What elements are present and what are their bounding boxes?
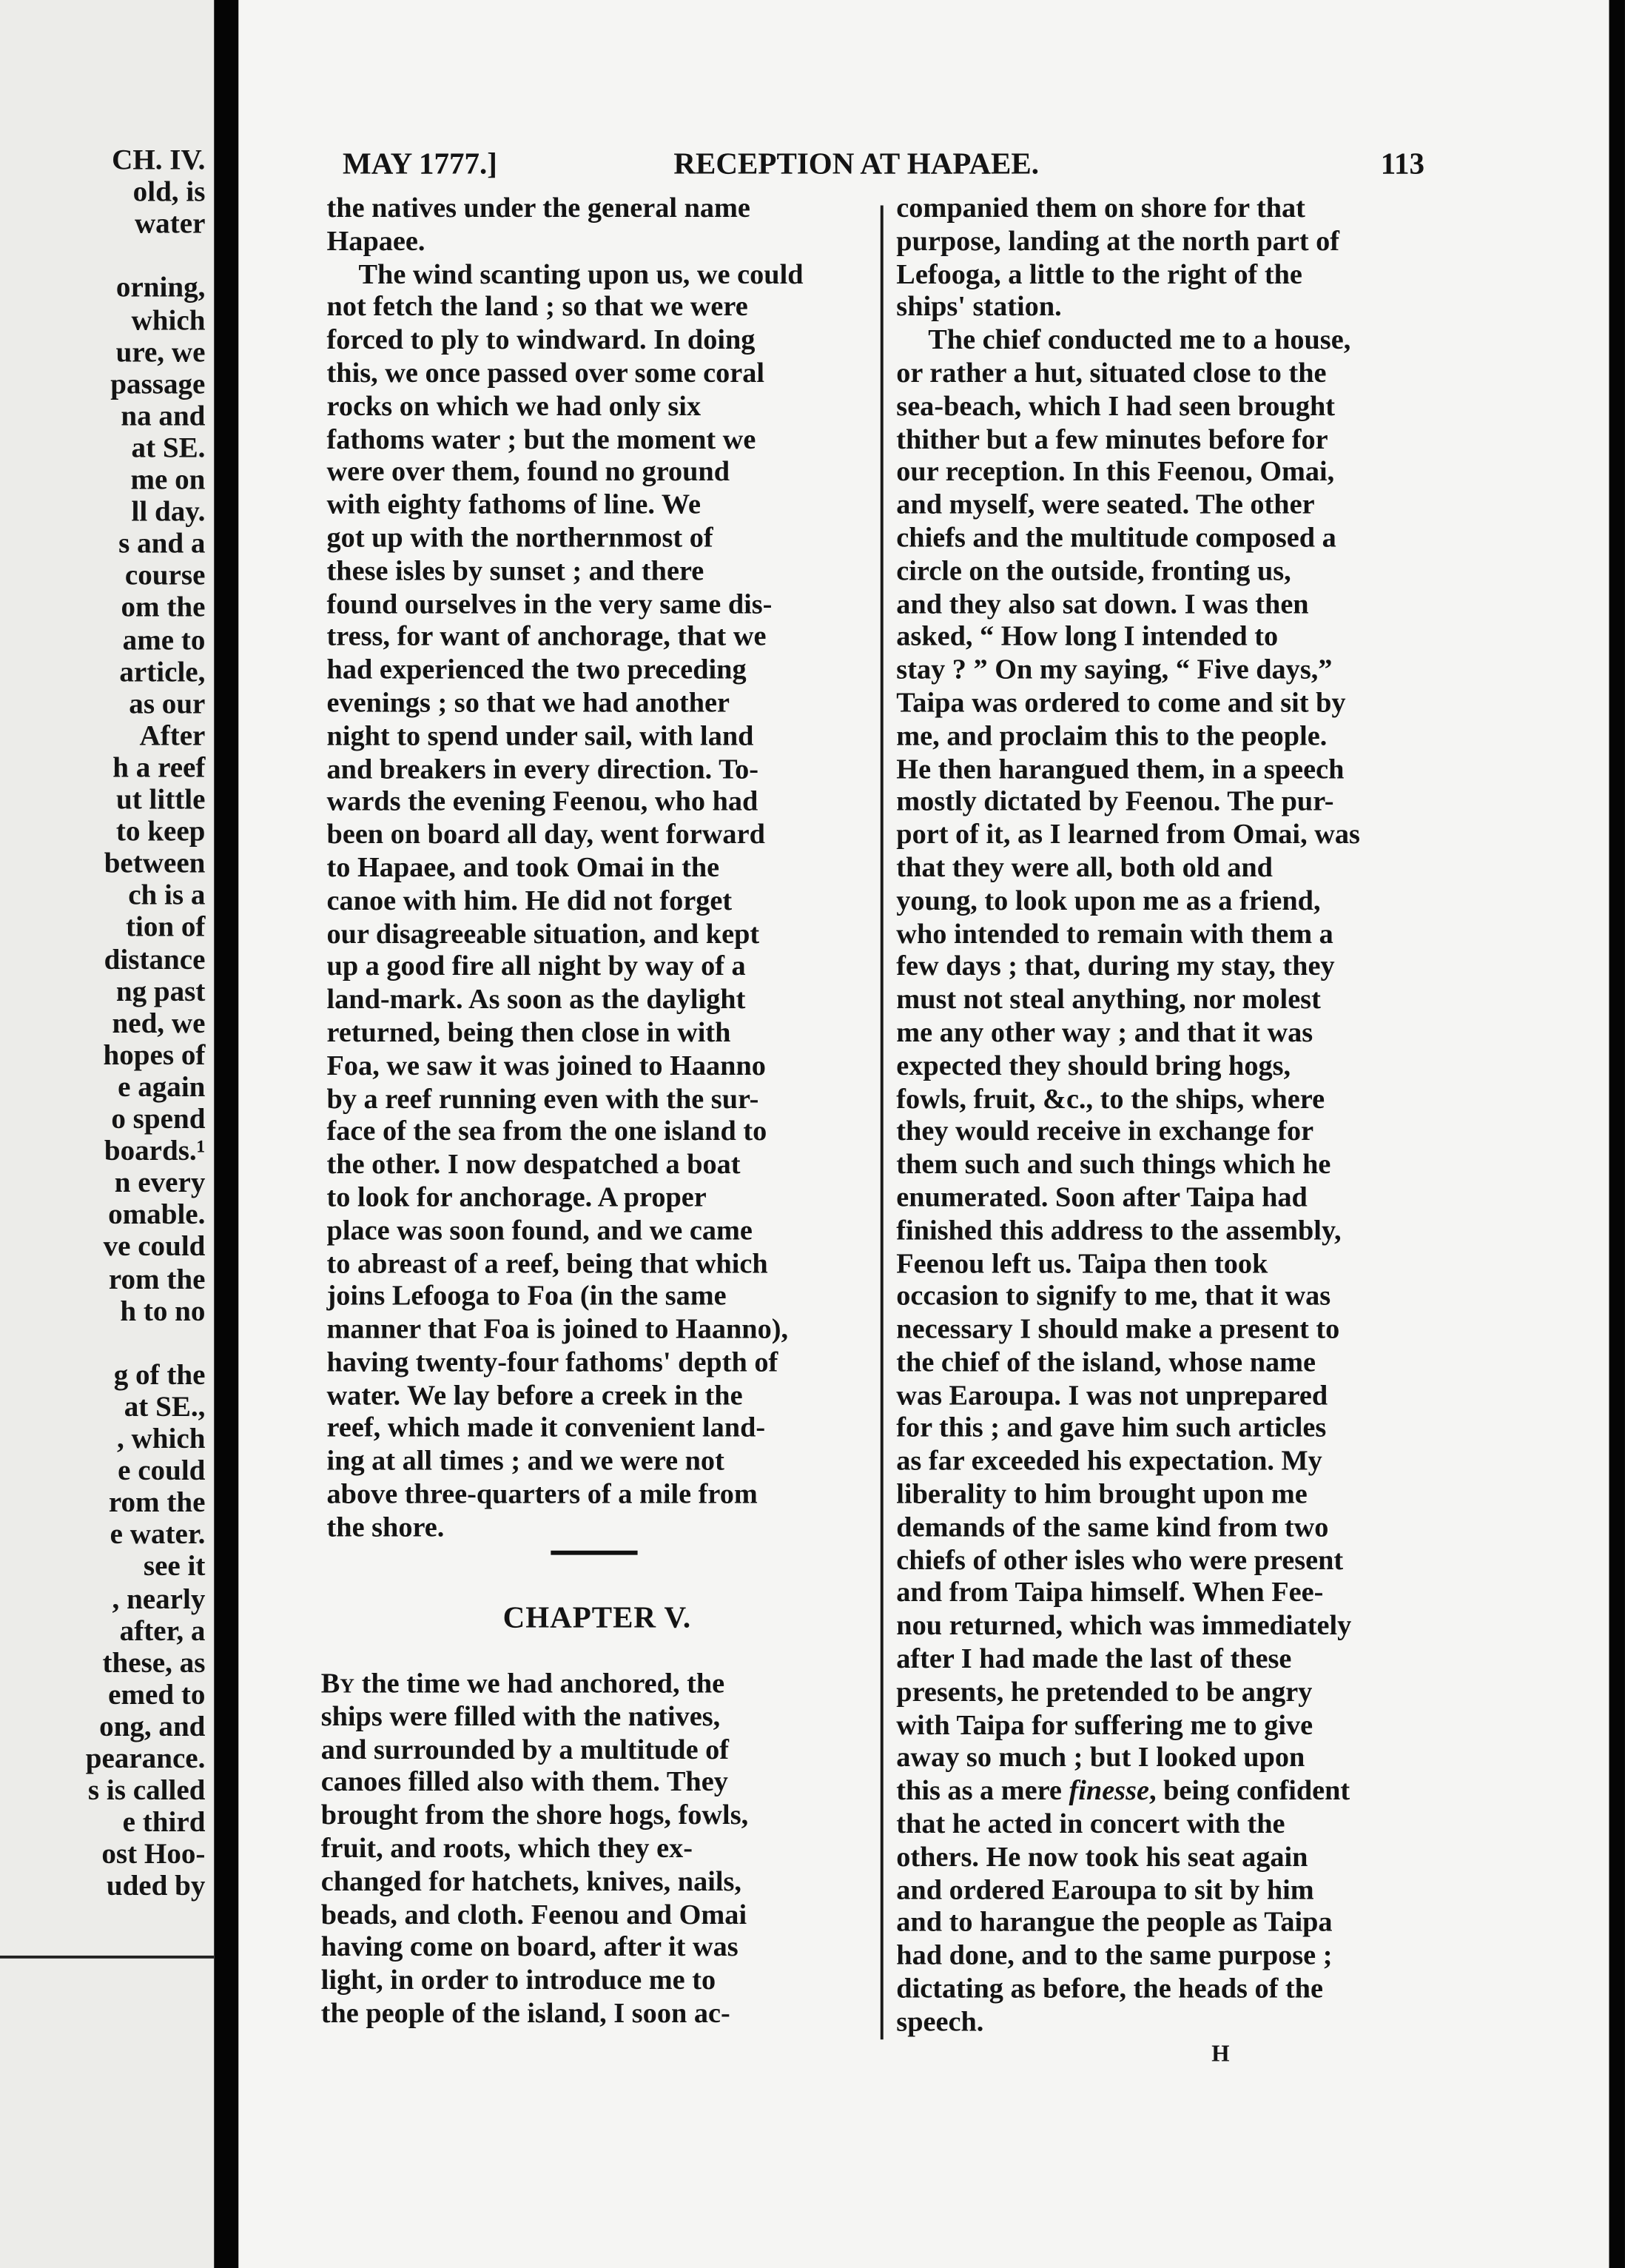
left-page-line: after, a — [119, 1614, 206, 1647]
right-edge-shadow — [1609, 0, 1624, 2268]
text-line: young, to look upon me as a friend, — [896, 886, 1321, 917]
left-page-line: see it — [143, 1551, 206, 1583]
left-page-line: emed to — [108, 1679, 206, 1711]
text-line: canoe with him. He did not forget — [326, 886, 733, 917]
text-line: our reception. In this Feenou, Omai, — [896, 457, 1335, 489]
text-line: with eighty fathoms of line. We — [326, 490, 701, 521]
text-line: land-mark. As soon as the daylight — [326, 984, 746, 1016]
text-line: water. We lay before a creek in the — [326, 1380, 743, 1412]
text-line: place was soon found, and we came — [326, 1215, 753, 1247]
left-page-line: s is called — [87, 1774, 206, 1807]
left-page-line: uded by — [106, 1871, 206, 1903]
text-line: must not steal anything, nor molest — [896, 984, 1321, 1016]
text-line: me any other way ; and that it was — [896, 1018, 1313, 1049]
text-line: our disagreeable situation, and kept — [326, 919, 760, 950]
left-page-line: at SE. — [131, 432, 206, 465]
text-line: and they also sat down. I was then — [896, 589, 1309, 620]
text-line: the natives under the general name — [326, 193, 750, 224]
left-page-line: as our — [129, 688, 206, 720]
text-line: demands of the same kind from two — [896, 1512, 1329, 1543]
text-line: and to harangue the people as Taipa — [896, 1908, 1333, 1939]
left-page-line: h a reef — [112, 751, 206, 784]
left-page-line: e could — [118, 1455, 206, 1487]
text-line: liberality to him brought upon me — [896, 1480, 1308, 1511]
column-left — [327, 194, 868, 1546]
text-line: and breakers in every direction. To- — [326, 754, 758, 785]
text-line: By the time we had anchored, the — [320, 1669, 725, 1700]
text-line: He then harangued them, in a speech — [896, 754, 1345, 785]
text-line: as far exceeded his expectation. My — [896, 1446, 1322, 1477]
left-page-line: ned, we — [112, 1007, 206, 1040]
text-line: wards the evening Feenou, who had — [326, 787, 758, 818]
text-line: occasion to signify to me, that it was — [896, 1281, 1331, 1312]
left-page-line: e water. — [110, 1519, 206, 1551]
left-page-line: ost Hoo- — [101, 1839, 206, 1871]
left-page-line: to keep — [115, 816, 206, 848]
column-left-part1 — [327, 194, 868, 1546]
text-line: changed for hatchets, knives, nails, — [320, 1867, 741, 1898]
left-page-line: ong, and — [99, 1711, 206, 1743]
text-line: night to spend under sail, with land — [326, 721, 754, 752]
chapter-title: CHAPTER V. — [502, 1600, 692, 1635]
left-page-line: na and — [121, 400, 206, 432]
left-page-line: o spend — [111, 1103, 206, 1135]
text-line: stay ? ” On my saying, “ Five days,” — [896, 655, 1333, 686]
left-page-line: g of the — [113, 1359, 206, 1392]
left-page-line: course — [124, 560, 206, 592]
text-line: manner that Foa is joined to Haanno), — [326, 1315, 789, 1346]
left-page-line: ve could — [103, 1231, 206, 1264]
left-page-line: ch is a — [128, 879, 206, 912]
text-line: enumerated. Soon after Taipa had — [896, 1183, 1308, 1214]
text-line: thither but a few minutes before for — [896, 424, 1328, 455]
left-page-line: old, is — [132, 176, 206, 209]
left-page-line: ut little — [115, 784, 206, 816]
left-page-line: water — [134, 208, 206, 241]
text-line: Taipa was ordered to come and sit by — [896, 688, 1346, 719]
left-page-line: , nearly — [112, 1583, 206, 1615]
text-line: and from Taipa himself. When Fee- — [896, 1578, 1324, 1609]
left-page-fragment — [0, 0, 214, 2268]
text-line: after I had made the last of these — [896, 1644, 1292, 1675]
text-line: reef, which made it convenient land- — [326, 1414, 766, 1445]
left-page-line: these, as — [102, 1647, 206, 1680]
text-line: up a good fire all night by way of a — [326, 952, 746, 983]
text-line: evenings ; so that we had another — [326, 688, 730, 719]
text-line: these isles by sunset ; and there — [326, 556, 704, 587]
running-head-title: RECEPTION AT HAPAEE. — [673, 146, 1040, 181]
text-line: them such and such things which he — [896, 1150, 1331, 1181]
text-line: to look for anchorage. A proper — [326, 1183, 707, 1214]
text-line: necessary I should make a present to — [896, 1315, 1340, 1346]
text-line: joins Lefooga to Foa (in the same — [326, 1281, 727, 1312]
left-page-line: , which — [117, 1423, 206, 1455]
text-line: not fetch the land ; so that we were — [326, 292, 748, 323]
text-line: The wind scanting upon us, we could — [358, 259, 804, 290]
text-line: and surrounded by a multitude of — [320, 1735, 730, 1766]
text-line: ing at all times ; and we were not — [326, 1446, 724, 1477]
text-line: others. He now took his seat again — [896, 1842, 1308, 1873]
text-line: with Taipa for suffering me to give — [896, 1711, 1313, 1742]
text-line: been on board all day, went forward — [326, 820, 765, 851]
left-page-rule — [0, 1956, 214, 1959]
text-line: they would receive in exchange for — [896, 1117, 1314, 1148]
left-page-line: boards.¹ — [104, 1135, 206, 1168]
text-line: had done, and to the same purpose ; — [896, 1941, 1333, 1972]
text-line: having come on board, after it was — [320, 1933, 739, 1964]
left-page-line: article, — [119, 656, 206, 688]
chapter-rule — [551, 1551, 637, 1555]
text-line: presents, he pretended to be angry — [896, 1677, 1313, 1708]
left-page-line: omable. — [108, 1199, 206, 1232]
text-line: tress, for want of anchorage, that we — [326, 622, 767, 654]
text-line: mostly dictated by Feenou. The pur- — [896, 787, 1334, 818]
text-line: this as a mere finesse, being confident — [896, 1777, 1350, 1808]
left-page-line: rom the — [108, 1263, 206, 1295]
text-line: finished this address to the assembly, — [896, 1215, 1342, 1247]
text-line: chiefs of other isles who were present — [896, 1546, 1344, 1577]
text-line: circle on the outside, fronting us, — [896, 556, 1291, 587]
text-line: ships were filled with the natives, — [320, 1702, 721, 1733]
left-page-line: ame to — [122, 624, 206, 657]
text-line: Hapaee. — [326, 227, 425, 258]
text-line: fowls, fruit, &c., to the ships, where — [896, 1084, 1325, 1115]
text-line: returned, being then close in with — [326, 1018, 731, 1049]
text-line: nou returned, which was immediately — [896, 1611, 1352, 1643]
left-page-line: ll day. — [131, 496, 206, 529]
text-line: fruit, and roots, which they ex- — [320, 1833, 693, 1865]
text-line: this, we once passed over some coral — [326, 358, 765, 389]
left-page-line: at SE., — [124, 1391, 206, 1423]
signature-mark: H — [1211, 2042, 1230, 2067]
text-line: away so much ; but I looked upon — [896, 1743, 1305, 1774]
text-line: got up with the northernmost of — [326, 523, 713, 554]
left-page-line: distance — [104, 944, 206, 976]
text-line: the shore. — [326, 1512, 445, 1543]
text-line: sea-beach, which I had seen brought — [896, 392, 1336, 423]
page-number: 113 — [1380, 146, 1425, 181]
text-line: asked, “ How long I intended to — [896, 622, 1279, 654]
text-line: port of it, as I learned from Omai, was — [896, 820, 1360, 851]
text-line: speech. — [896, 2007, 984, 2038]
left-page-line: passage — [110, 368, 206, 400]
text-line: to Hapaee, and took Omai in the — [326, 853, 720, 884]
text-line: forced to ply to windward. In doing — [326, 326, 756, 357]
text-line: found ourselves in the very same dis- — [326, 589, 773, 620]
text-line: dictating as before, the heads of the — [896, 1974, 1323, 2005]
left-page-line: After — [139, 719, 206, 752]
left-page-line: tion of — [125, 911, 206, 944]
text-line: brought from the shore hogs, fowls, — [320, 1801, 749, 1832]
text-line: ships' station. — [896, 292, 1062, 323]
column-left-part2 — [321, 1669, 867, 2032]
left-page-line: which — [131, 304, 206, 337]
text-line: fathoms water ; but the moment we — [326, 424, 756, 455]
column-right — [896, 194, 1434, 2041]
left-page-line: om the — [121, 591, 206, 624]
left-page-line: e third — [122, 1807, 206, 1839]
text-line: The chief conducted me to a house, — [928, 326, 1351, 357]
text-line: that he acted in concert with the — [896, 1809, 1285, 1840]
left-page-line: ure, we — [115, 336, 206, 369]
text-line: was Earoupa. I was not unprepared — [896, 1380, 1328, 1412]
text-line: Feenou left us. Taipa then took — [896, 1249, 1268, 1280]
running-head-date: MAY 1777.] — [343, 146, 497, 181]
text-line: few days ; that, during my stay, they — [896, 952, 1335, 983]
gutter-shadow — [214, 0, 238, 2268]
text-line: having twenty-four fathoms' depth of — [326, 1348, 778, 1379]
text-line: me, and proclaim this to the people. — [896, 721, 1328, 752]
text-line: expected they should bring hogs, — [896, 1051, 1291, 1082]
text-line: the other. I now despatched a boat — [326, 1150, 741, 1181]
left-page-line: e again — [118, 1071, 206, 1104]
text-line: companied them on shore for that — [896, 193, 1305, 224]
text-line: for this ; and gave him such articles — [896, 1414, 1327, 1445]
text-line: beads, and cloth. Feenou and Omai — [320, 1899, 747, 1930]
text-line: and ordered Earoupa to sit by him — [896, 1875, 1314, 1906]
text-line: were over them, found no ground — [326, 457, 730, 489]
text-line: by a reef running even with the sur- — [326, 1084, 759, 1115]
text-line: or rather a hut, situated close to the — [896, 358, 1327, 389]
text-line: that they were all, both old and — [896, 853, 1273, 884]
left-page-line: rom the — [108, 1487, 206, 1520]
text-line: and myself, were seated. The other — [896, 490, 1315, 521]
text-line: rocks on which we had only six — [326, 392, 702, 423]
left-page-line: s and a — [118, 528, 206, 560]
text-line: face of the sea from the one island to — [326, 1117, 767, 1148]
text-line: the people of the island, I soon ac- — [320, 1999, 730, 2030]
text-line: light, in order to introduce me to — [320, 1965, 716, 1996]
left-page-line: hopes of — [103, 1039, 206, 1072]
text-line: had experienced the two preceding — [326, 655, 747, 686]
text-line: Foa, we saw it was joined to Haanno — [326, 1051, 766, 1082]
text-line: to abreast of a reef, being that which — [326, 1249, 768, 1280]
left-page-line: h to no — [120, 1295, 206, 1328]
text-line: the chief of the island, whose name — [896, 1348, 1316, 1379]
left-page-line: pearance. — [85, 1742, 206, 1775]
left-page-line: n every — [114, 1167, 206, 1200]
text-line: purpose, landing at the north part of — [896, 227, 1340, 258]
left-page-line: me on — [130, 464, 206, 497]
left-page-line: orning, — [115, 272, 206, 305]
text-line: Lefooga, a little to the right of the — [896, 259, 1302, 290]
left-page-line: CH. IV. — [112, 144, 206, 177]
text-line: chiefs and the multitude composed a — [896, 523, 1336, 554]
text-line: canoes filled also with them. They — [320, 1768, 728, 1799]
text-line: above three-quarters of a mile from — [326, 1480, 758, 1511]
column-divider — [881, 205, 884, 2039]
left-page-line: between — [104, 848, 206, 880]
text-line: who intended to remain with them a — [896, 919, 1333, 950]
left-page-line: ng past — [115, 976, 206, 1008]
